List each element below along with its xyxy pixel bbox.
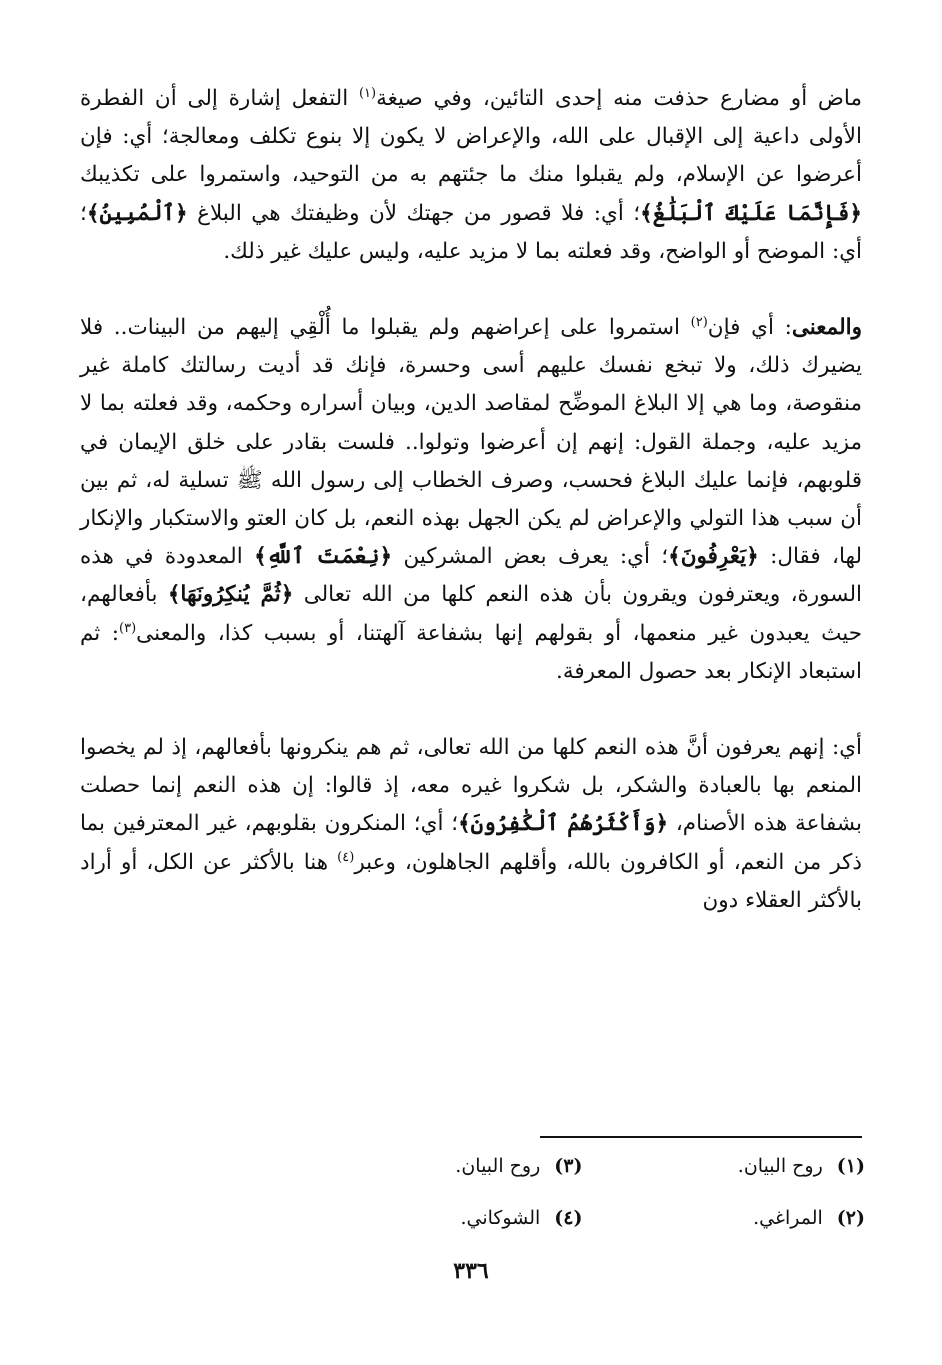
footnote-text: روح البيان. [737, 1155, 823, 1177]
footnote-4 [300, 1202, 583, 1234]
text-run: : أي فإن [707, 315, 792, 341]
text-run: ؛ أي؛ المنكرون بقلوبهم، غير المعترفين بما ذكر من النعم، أو الكافرون بالله، وأقلهم الجاهلون، وعبر [80, 811, 862, 875]
text-run: ؛ أي: فلا قصور من جهتك لأن وظيفتك هي البلاغ [187, 200, 641, 226]
footnote-number: (١) [836, 1155, 865, 1177]
footnote-3 [300, 1150, 583, 1182]
quran-quote: ﴿ٱلْمُبِينُ﴾ [86, 200, 188, 226]
page-body [80, 80, 862, 920]
footnote-2 [583, 1202, 866, 1234]
quran-quote: ﴿يَعْرِفُونَ﴾ [668, 544, 759, 570]
footnote-text: المراغي. [753, 1207, 823, 1229]
paragraph-1 [80, 80, 862, 271]
text-run: المعدودة في هذه السورة، ويعترفون ويقرون بأن هذه النعم كلها من الله تعالى [80, 544, 862, 608]
footnote-1 [583, 1150, 866, 1182]
quran-quote: ﴿فَإِنَّمَا عَلَيْكَ ٱلْبَلَٰغُ﴾ [640, 200, 862, 226]
footnote-number: (٤) [554, 1207, 583, 1229]
page-number: ٣٣٦ [453, 1258, 489, 1284]
footnote-text: الشوكاني. [460, 1207, 541, 1229]
text-run: استمروا على إعراضهم ولم يقبلوا ما أُلْقِي إليهم من البينات.. فلا يضيرك ذلك، ولا تبخع نفسك عليهم أسى وحسرة، فإنك قد أديت رسالتك كاملة غير منقوصة، وما هي إلا البلاغ الموضِّح لمقاصد الدين، وبيان أسراره وحكمه، وقد فعلته بما لا مزيد عليه، وجملة القول: إنهم إن أعرضوا وتولوا.. فلست بقادر على خلق الإيمان في قلوبهم، فإنما عليك البلاغ فحسب، وصرف الخطاب إلى رسول الله ﷺ تسلية له، ثم بين أن سبب هذا التولي والإعراض لم يكن الجهل بهذه النعم، بل كان العتو والاستكبار والإنكار لها، فقال: [80, 315, 863, 570]
text-run: : ثم استبعاد الإنكار بعد حصول المعرفة. [80, 620, 862, 684]
quran-quote: ﴿وَأَكْثَرُهُمُ ٱلْكَٰفِرُونَ﴾ [458, 811, 669, 837]
footnotes [300, 1150, 865, 1234]
paragraph-3 [80, 729, 862, 920]
quran-quote: ﴿نِعْمَتَ ٱللَّهِ﴾ [254, 544, 393, 570]
text-run: أي: إنهم يعرفون أنَّ هذه النعم كلها من الله تعالى، ثم هم ينكرونها بأفعالهم، إذ لم يخصوا المنعم بها بالعبادة والشكر، بل شكروا غيره معه، إذ قالوا: إن هذه النعم إنما حصلت بشفاعة هذه الأصنام، [80, 735, 863, 837]
text-run: ؛ أي: يعرف بعض المشركين [392, 544, 669, 570]
footnote-ref: (٢) [690, 314, 708, 330]
quran-quote: ﴿ثُمَّ يُنكِرُونَهَا﴾ [167, 582, 294, 608]
footnote-ref: (٣) [119, 620, 137, 636]
text-run: ؛ أي: الموضح أو الواضح، وقد فعلته بما لا مزيد عليه، وليس عليك غير ذلك. [80, 200, 862, 264]
footnote-text: روح البيان. [455, 1155, 541, 1177]
text-run: هنا بالأكثر عن الكل، أو أراد بالأكثر العقلاء دون [80, 849, 862, 913]
paragraph-2 [80, 309, 862, 691]
footnote-separator [540, 1136, 862, 1138]
footnote-ref: (٤) [337, 849, 355, 865]
text-run: بأفعالهم، حيث يعبدون غير منعمها، أو بقولهم إنها بشفاعة آلهتنا، أو بسبب كذا، والمعنى [80, 582, 863, 646]
footnote-number: (٢) [836, 1207, 865, 1229]
text-run: التفعل إشارة إلى أن الفطرة الأولى داعية إلى الإقبال على الله، والإعراض لا يكون إلا بنوع تكلف ومعالجة؛ أي: فإن أعرضوا عن الإسلام، ولم يقبلوا منك ما جئتهم به من التوحيد، واستمروا على تكذيبك [80, 86, 862, 188]
text-run: ماض أو مضارع حذفت منه إحدى التائين، وفي صيغة [376, 86, 862, 111]
paragraph-lead: والمعنى [791, 315, 862, 341]
footnote-ref: (١) [358, 85, 377, 101]
footnote-number: (٣) [554, 1155, 583, 1177]
